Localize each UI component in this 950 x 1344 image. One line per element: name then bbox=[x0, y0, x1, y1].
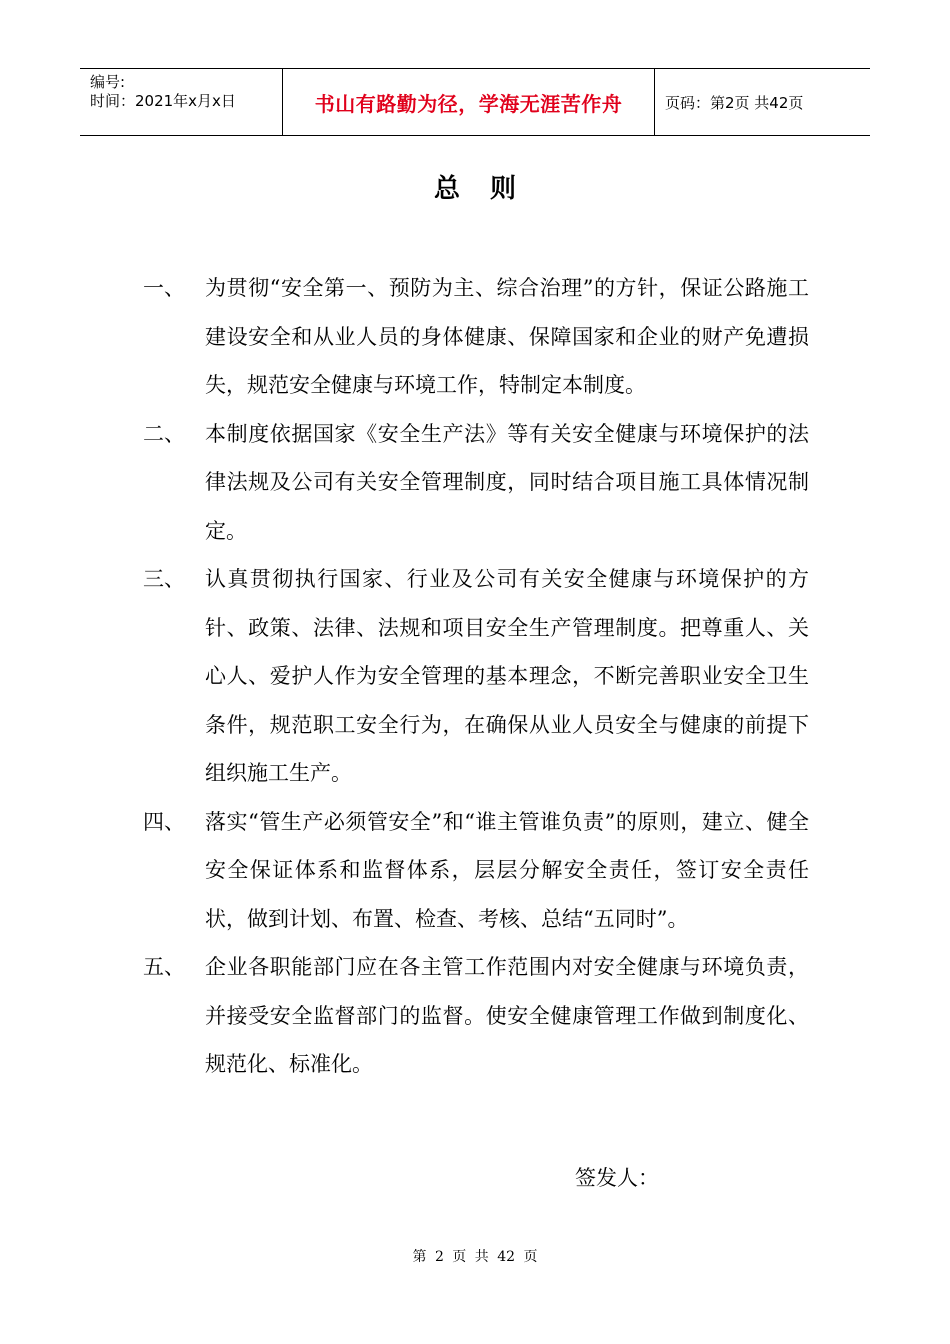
clause-list bbox=[143, 264, 813, 1089]
clause-item bbox=[143, 264, 813, 410]
document-number-label: 编号: bbox=[90, 73, 126, 91]
page-footer: 第 2 页 共 42 页 bbox=[412, 1249, 538, 1265]
header-meta bbox=[80, 69, 283, 135]
signer-label: 签发人： bbox=[575, 1166, 659, 1190]
clause-number: 一、 bbox=[143, 276, 185, 300]
page-header bbox=[80, 68, 870, 136]
clause-item bbox=[143, 943, 813, 1089]
clause-item bbox=[143, 798, 813, 944]
clause-number: 五、 bbox=[143, 955, 185, 979]
header-page-info: 页码：第2页 共42页 bbox=[665, 93, 804, 112]
clause-number: 二、 bbox=[143, 421, 185, 446]
clause-text: 本制度依据国家《安全生产法》等有关安全健康与环境保护的法律法规及公司有关安全管理制度，同时结合项目施工具体情况制定。 bbox=[205, 421, 809, 543]
document-time-label: 时间：2021年x月x日 bbox=[90, 92, 236, 110]
clause-text: 企业各职能部门应在各主管工作范围内对安全健康与环境负责，并接受安全监督部门的监督。使安全健康管理工作做到制度化、规范化、标准化。 bbox=[205, 955, 809, 1076]
clause-item bbox=[143, 555, 813, 798]
clause-number: 四、 bbox=[143, 809, 185, 834]
clause-text: 认真贯彻执行国家、行业及公司有关安全健康与环境保护的方针、政策、法律、法规和项目安全生产管理制度。把尊重人、关心人、爱护人作为安全管理的基本理念，不断完善职业安全卫生条件，规范职工安全行为，在确保从业人员安全与健康的前提下组织施工生产。 bbox=[205, 567, 809, 785]
clause-number: 三、 bbox=[143, 567, 185, 591]
header-motto: 书山有路勤为径，学海无涯苦作舟 bbox=[283, 69, 655, 135]
clause-text: 落实“管生产必须管安全”和“谁主管谁负责”的原则，建立、健全安全保证体系和监督体系，层层分解安全责任，签订安全责任状，做到计划、布置、检查、考核、总结“五同时”。 bbox=[205, 809, 809, 931]
clause-item bbox=[143, 410, 813, 556]
page-title: 总则 bbox=[433, 174, 546, 204]
clause-text: 为贯彻“安全第一、预防为主、综合治理”的方针，保证公路施工建设安全和从业人员的身体健康、保障国家和企业的财产免遭损失，规范安全健康与环境工作，特制定本制度。 bbox=[205, 276, 809, 397]
